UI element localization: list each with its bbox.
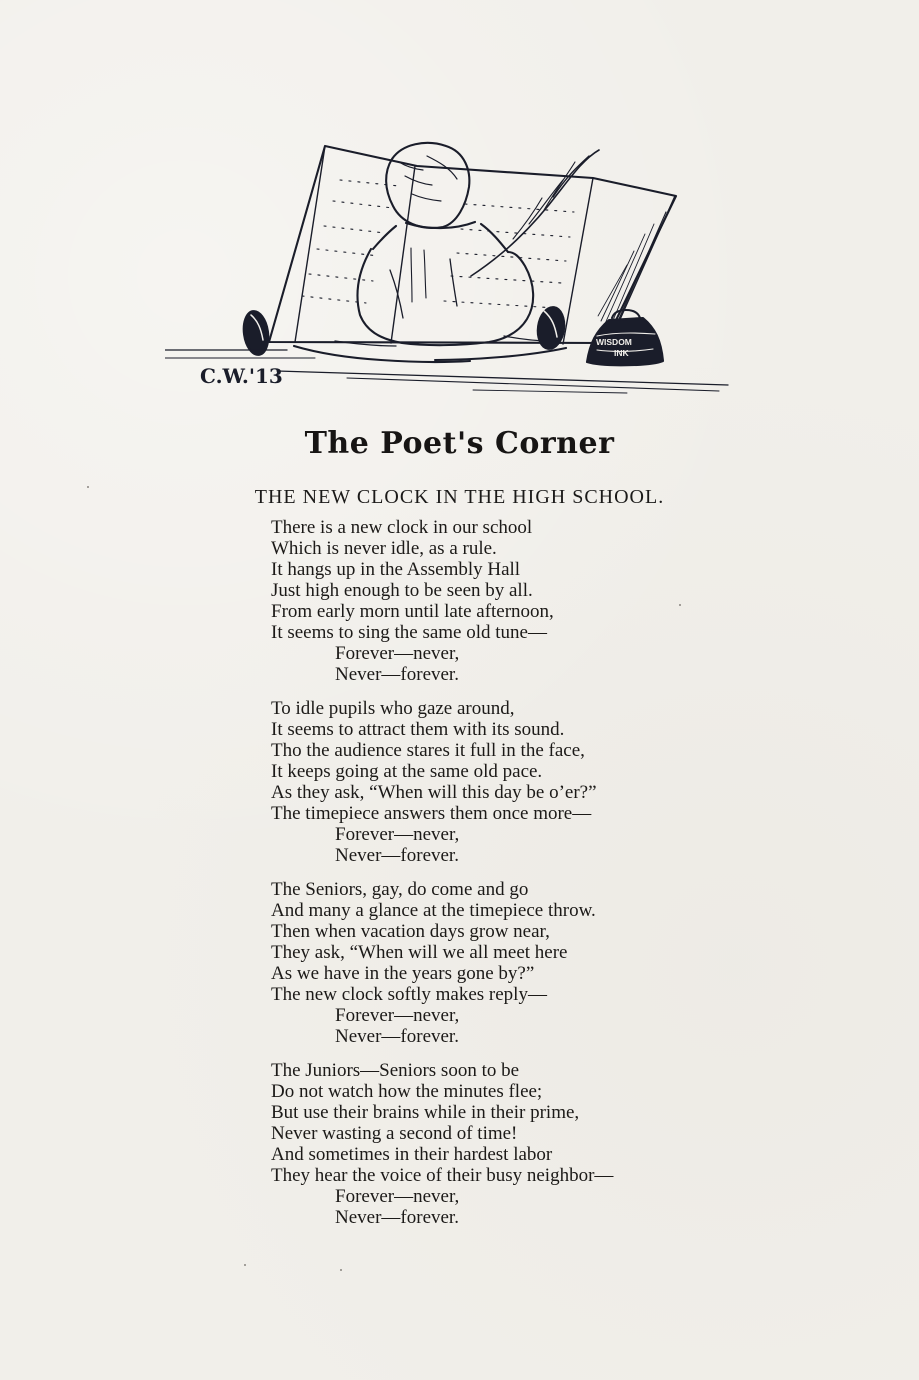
refrain-line: Never—forever. bbox=[335, 1026, 459, 1047]
poem-line: They ask, “When will we all meet here bbox=[271, 942, 568, 963]
poem-line: The Juniors—Seniors soon to be bbox=[271, 1060, 520, 1081]
poem-body bbox=[271, 517, 771, 1241]
poem-line: The new clock softly makes reply— bbox=[271, 984, 547, 1005]
poem-line: But use their brains while in their prime, bbox=[271, 1102, 580, 1123]
refrain-line: Forever—never, bbox=[335, 1186, 460, 1207]
refrain-line: Forever—never, bbox=[335, 643, 460, 664]
poem-line: Then when vacation days grow near, bbox=[271, 921, 550, 942]
refrain-line: Never—forever. bbox=[335, 664, 459, 685]
paper-speck bbox=[244, 1264, 246, 1266]
paper-speck bbox=[679, 604, 681, 606]
paper-speck bbox=[87, 486, 89, 488]
child-head bbox=[386, 143, 469, 228]
poem-line: There is a new clock in our school bbox=[271, 517, 533, 538]
poem-line: From early morn until late afternoon, bbox=[271, 601, 554, 622]
paper-speck bbox=[340, 1269, 342, 1271]
child-reading-illustration bbox=[165, 138, 730, 400]
poem-line: And many a glance at the timepiece throw. bbox=[271, 900, 596, 921]
poem-line: Tho the audience stares it full in the face, bbox=[271, 740, 585, 761]
ink-label-ink: INK bbox=[614, 348, 629, 358]
poem-line: As they ask, “When will this day be o’er?” bbox=[271, 782, 597, 803]
page-heading: The Poet's Corner bbox=[304, 426, 615, 461]
poem-line: Never wasting a second of time! bbox=[271, 1123, 518, 1144]
poem-line: It seems to attract them with its sound. bbox=[271, 719, 565, 740]
poem-line: Do not watch how the minutes flee; bbox=[271, 1081, 543, 1102]
poem-line: They hear the voice of their busy neighbor— bbox=[271, 1165, 614, 1186]
poem-title: THE NEW CLOCK IN THE HIGH SCHOOL. bbox=[254, 486, 665, 508]
refrain-line: Forever—never, bbox=[335, 1005, 460, 1026]
refrain-line: Never—forever. bbox=[335, 845, 459, 866]
poem-line: It keeps going at the same old pace. bbox=[271, 761, 543, 782]
poem-line: It seems to sing the same old tune— bbox=[271, 622, 547, 643]
stanza-3 bbox=[271, 879, 771, 1047]
poem-line: As we have in the years gone by?” bbox=[271, 963, 535, 984]
poem-line: The timepiece answers them once more— bbox=[271, 803, 592, 824]
stanza-2 bbox=[271, 698, 771, 866]
poem-line: The Seniors, gay, do come and go bbox=[271, 879, 529, 900]
refrain-line: Forever—never, bbox=[335, 824, 460, 845]
stanza-4 bbox=[271, 1060, 771, 1228]
poem-line: Just high enough to be seen by all. bbox=[271, 580, 533, 601]
poem-line: To idle pupils who gaze around, bbox=[271, 698, 515, 719]
illustration-signature: C.W.'13 bbox=[200, 364, 283, 388]
poem-line: Which is never idle, as a rule. bbox=[271, 538, 497, 559]
poem-line: It hangs up in the Assembly Hall bbox=[271, 559, 521, 580]
illustration-svg bbox=[165, 138, 730, 400]
ink-label-wisdom: WISDOM bbox=[596, 337, 632, 347]
refrain-line: Never—forever. bbox=[335, 1207, 459, 1228]
poem-line: And sometimes in their hardest labor bbox=[271, 1144, 553, 1165]
stanza-1 bbox=[271, 517, 771, 685]
